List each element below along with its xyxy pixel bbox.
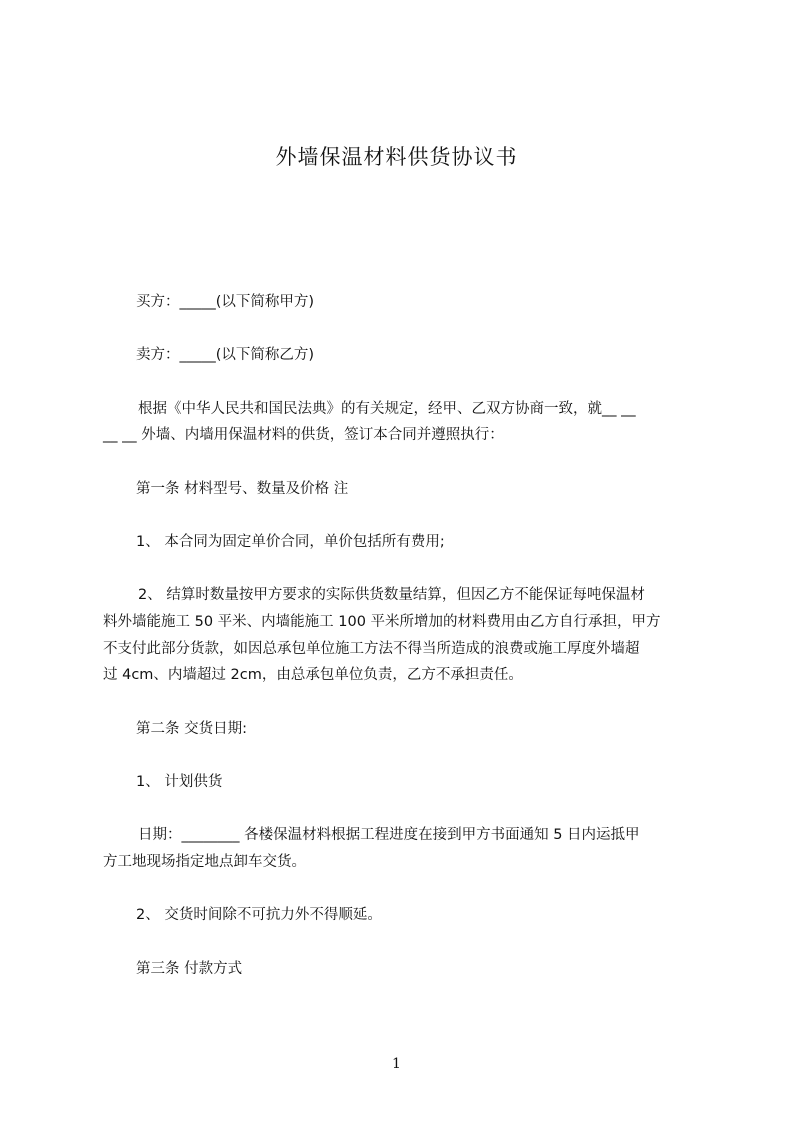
article2-item2: 2、 交货时间除不可抗力外不得顺延。 xyxy=(136,907,382,923)
seller-line: 卖方：_____(以下简称乙方) xyxy=(136,347,315,363)
article2-heading: 第二条 交货日期: xyxy=(136,721,247,737)
article2-item1: 1、 计划供货 xyxy=(136,774,223,790)
article1-heading: 第一条 材料型号、数量及价格 注 xyxy=(136,481,349,497)
page-number: 1 xyxy=(392,1056,401,1072)
buyer-line: 买方：_____(以下简称甲方) xyxy=(136,294,315,310)
article1-item2-line2: 料外墙能施工 50 平米、内墙能施工 100 平米所增加的材料费用由乙方自行承担，甲方 xyxy=(103,614,661,630)
article1-item2-line3: 不支付此部分货款，如因总承包单位施工方法不得当所造成的浪费或施工厚度外墙超 xyxy=(103,641,640,657)
article3-heading: 第三条 付款方式 xyxy=(136,961,243,977)
intro-line-1: 根据《中华人民共和国民法典》的有关规定，经甲、乙双方协商一致，就__ __ xyxy=(138,401,636,417)
article1-item2-line4: 过 4cm、内墙超过 2cm，由总承包单位负责，乙方不承担责任。 xyxy=(103,667,523,683)
article1-item2-line1: 2、 结算时数量按甲方要求的实际供货数量结算，但因乙方不能保证每吨保温材 xyxy=(138,587,645,603)
intro-line-2: __ __ 外墙、内墙用保温材料的供货，签订本合同并遵照执行： xyxy=(103,427,504,443)
document-title: 外墙保温材料供货协议书 xyxy=(275,145,518,169)
article2-date-line2: 方工地现场指定地点卸车交货。 xyxy=(103,854,306,870)
article1-item1: 1、 本合同为固定单价合同，单价包括所有费用; xyxy=(136,534,445,550)
article2-date-line1: 日期：________ 各楼保温材料根据工程进度在接到甲方书面通知 5 日内运抵甲 xyxy=(138,827,640,843)
